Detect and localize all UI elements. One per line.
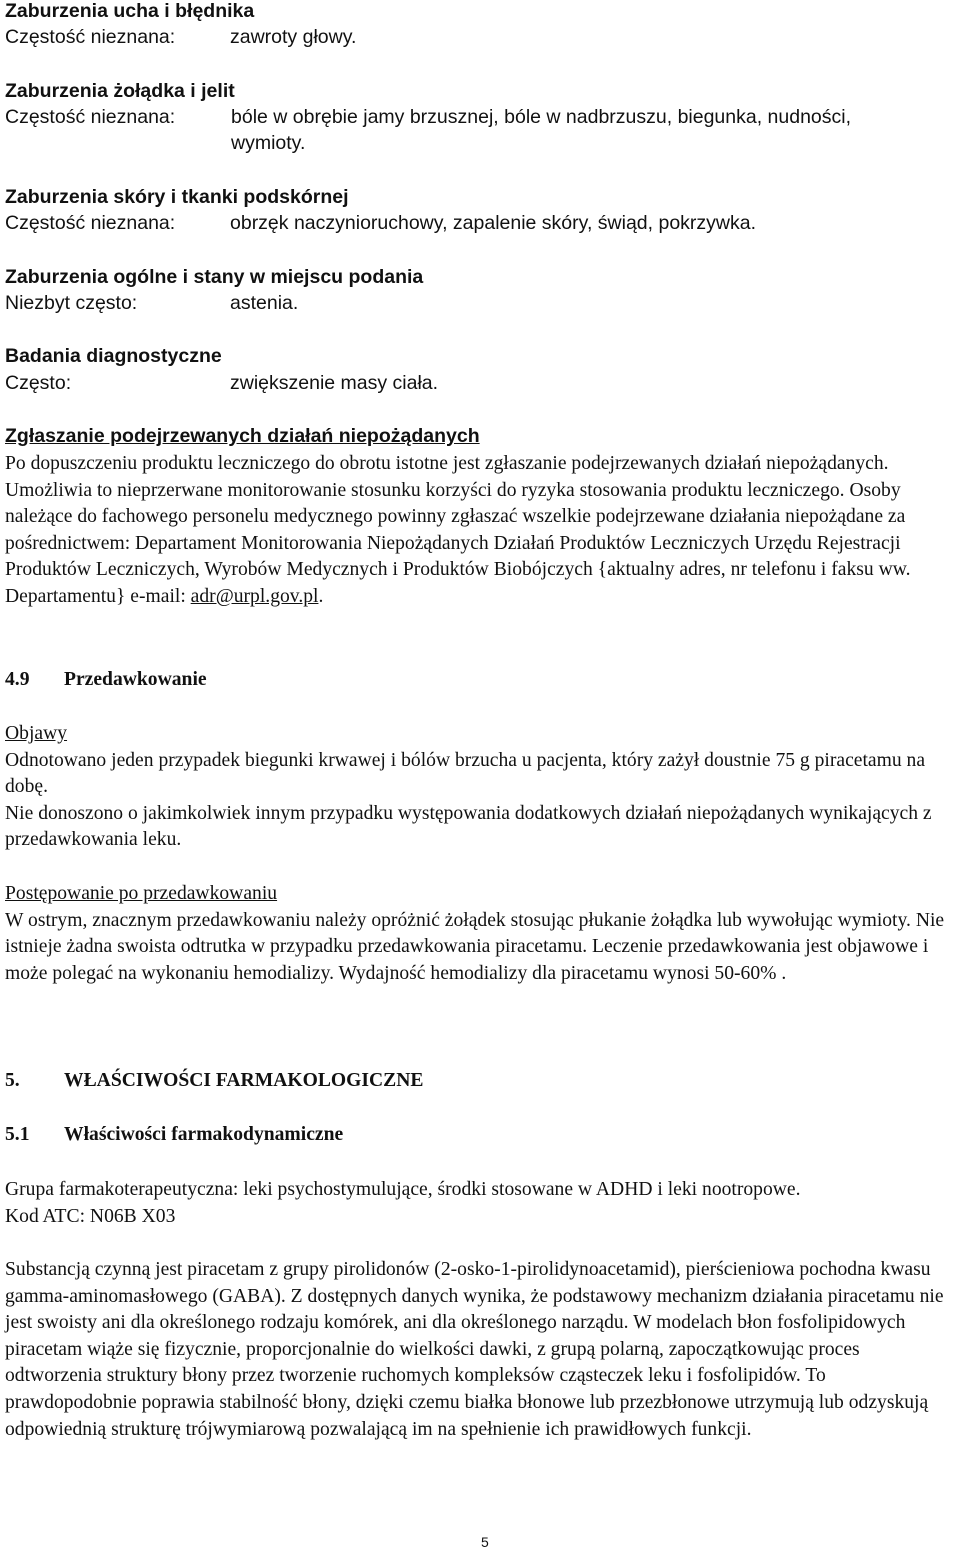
section51-title: Właściwości farmakodynamiczne bbox=[64, 1124, 344, 1145]
atc-code-line: Kod ATC: N06B X03 bbox=[5, 1205, 176, 1227]
overdose-section-number: 4.9 bbox=[5, 669, 30, 690]
general-heading: Zaburzenia ogólne i stany w miejscu podania bbox=[5, 266, 424, 288]
reporting-text: Po dopuszczeniu produktu leczniczego do obrotu istotne jest zgłaszanie podejrzewanych działań niepożądanych. Umożliwia to nieprzerwane monitorowanie stosunku korzyści do ryzyka stosowania produktu leczniczego. Osoby należące do fachowego personelu medycznego powinny zgłaszać wszelkie podejrzewane działania niepożądane za pośrednictwem: Departament Monitorowania Niepożądanych Działań Produktów Leczniczych Urzędu Rejestracji Produktów Leczniczych, Wyrobów Medycznych i Produktów Biobójczych {aktualny adres, nr telefonu i faksu ww. Departamentu} e-mail: bbox=[5, 453, 911, 607]
skin-row bbox=[5, 212, 757, 235]
mechanism-paragraph: Substancją czynną jest piracetam z grupy pirolidonów (2-osko-1-pirolidynoacetamid), pierścieniowa pochodna kwasu gamma-aminomasłowego (GABA). Z dostępnych danych wynika, że podstawowy mechanizm działania piracetamu nie jest swoisty ani dla określonego rodzaju komórek, ani dla określonego narządu. W modelach błon fosfolipidowych piracetam wiąże się fizycznie, proporcjonalnie do wielkości dawki, z grupą polarną, zapoczątkowując proces odtworzenia struktury błony przez tworzenie ruchomych kompleksów cząsteczek leku i fosfolipidów. To prawdopodobnie poprawia stabilność błony, dzięki czemu białka błonowe lub przezbłonowe utrzymują lub odzyskują odpowiednią strukturę trójwymiarową pozwalającą im na spełnienie ich prawidłowych funkcji. bbox=[5, 1259, 944, 1440]
gi-value-line2: wymioty. bbox=[231, 132, 306, 154]
symptoms-heading: Objawy bbox=[5, 723, 68, 744]
skin-frequency: Częstość nieznana: bbox=[5, 212, 176, 234]
overdose-management-block bbox=[5, 881, 955, 987]
ear-frequency: Częstość nieznana: bbox=[5, 26, 176, 48]
diagnostic-frequency: Często: bbox=[5, 372, 72, 394]
general-row bbox=[5, 292, 299, 315]
ear-heading: Zaburzenia ucha i błędnika bbox=[5, 0, 255, 22]
reporting-paragraph bbox=[5, 451, 955, 611]
skin-value: obrzęk naczynioruchowy, zapalenie skóry, świąd, pokrzywka. bbox=[230, 212, 757, 234]
reporting-text-end: . bbox=[318, 585, 324, 607]
skin-heading: Zaburzenia skóry i tkanki podskórnej bbox=[5, 186, 349, 208]
gi-frequency: Częstość nieznana: bbox=[5, 106, 176, 128]
ear-value: zawroty głowy. bbox=[230, 26, 357, 48]
page-number: 5 bbox=[481, 1534, 489, 1550]
pharmaco-group-block bbox=[5, 1177, 955, 1230]
overdose-section-title: Przedawkowanie bbox=[64, 669, 207, 690]
ear-row bbox=[5, 26, 357, 49]
gi-row bbox=[5, 106, 852, 129]
section5-number: 5. bbox=[5, 1070, 20, 1091]
pharmaco-group-line: Grupa farmakoterapeutyczna: leki psychostymulujące, środki stosowane w ADHD i leki nootropowe. bbox=[5, 1179, 801, 1200]
reporting-email-link[interactable]: adr@urpl.gov.pl bbox=[190, 585, 319, 607]
symptoms-paragraph-2: Nie donoszono o jakimkolwiek innym przypadku występowania dodatkowych działań niepożądanych wynikających z przedawkowania leku. bbox=[5, 802, 932, 851]
general-value: astenia. bbox=[230, 292, 299, 314]
overdose-symptoms-block bbox=[5, 721, 955, 854]
management-paragraph: W ostrym, znacznym przedawkowaniu należy opróżnić żołądek stosując płukanie żołądka lub wywołując wymioty. Nie istnieje żadna swoista odtrutka w przypadku przedawkowania piracetamu. Leczenie przedawkowania jest objawowe i może polegać na wykonaniu hemodializy. Wydajność hemodializy dla piracetamu wynosi 50-60% . bbox=[5, 909, 945, 984]
reporting-heading: Zgłaszanie podejrzewanych działań niepożądanych bbox=[5, 425, 480, 447]
section51-number: 5.1 bbox=[5, 1124, 30, 1145]
general-frequency: Niezbyt często: bbox=[5, 292, 138, 314]
diagnostic-row bbox=[5, 372, 439, 395]
diagnostic-heading: Badania diagnostyczne bbox=[5, 345, 222, 367]
section5-title: WŁAŚCIWOŚCI FARMAKOLOGICZNE bbox=[64, 1070, 424, 1091]
symptoms-paragraph-1: Odnotowano jeden przypadek biegunki krwawej i bólów brzucha u pacjenta, który zażył doustnie 75 g piracetamu na dobę. bbox=[5, 749, 926, 798]
diagnostic-value: zwiększenie masy ciała. bbox=[230, 372, 439, 394]
gi-value-line1: bóle w obrębie jamy brzusznej, bóle w nadbrzuszu, biegunka, nudności, bbox=[231, 106, 852, 128]
management-heading: Postępowanie po przedawkowaniu bbox=[5, 883, 278, 904]
gi-heading: Zaburzenia żołądka i jelit bbox=[5, 80, 235, 102]
